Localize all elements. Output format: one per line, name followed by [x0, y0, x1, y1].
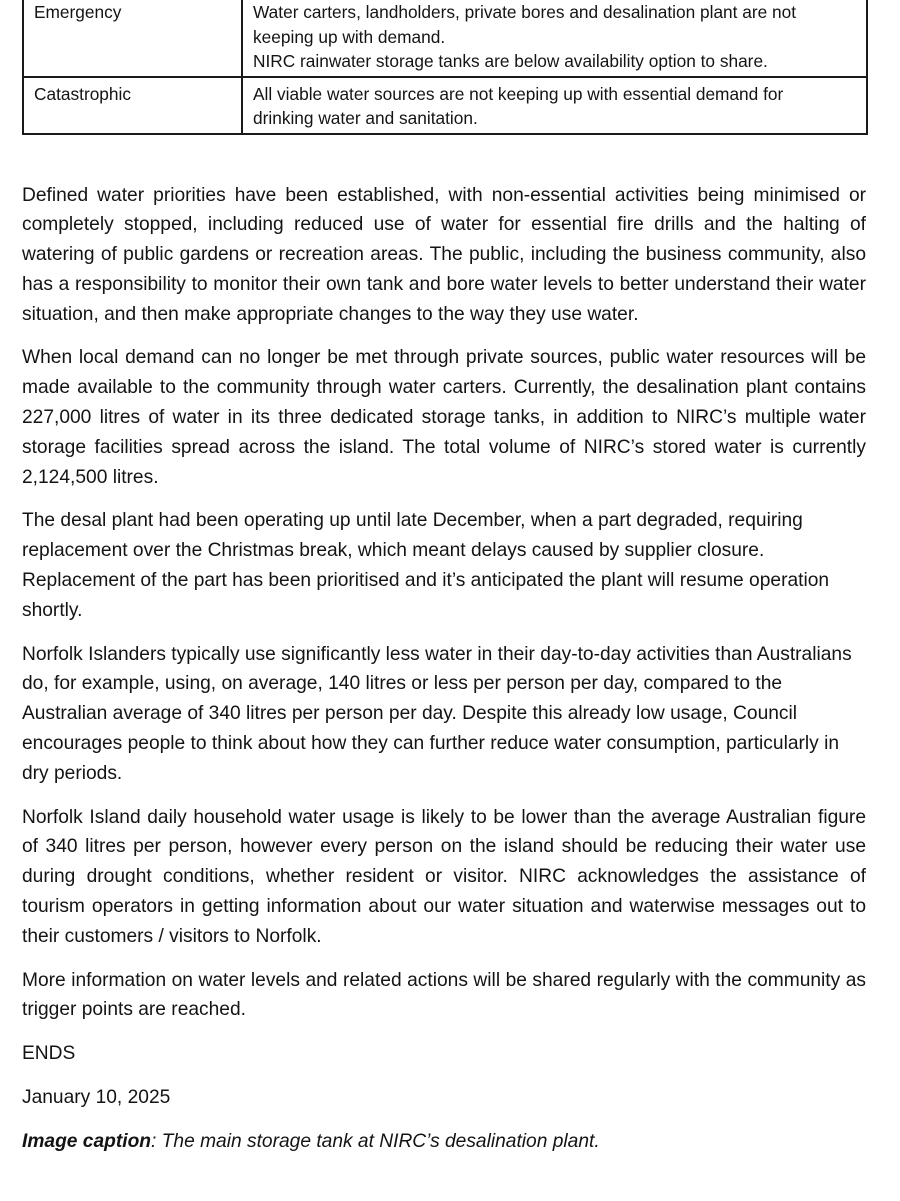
paragraph-more-information: More information on water levels and related actions will be shared regularly with the community as trigger points are reached.	[22, 969, 866, 1021]
release-date: January 10, 2025	[22, 1087, 171, 1109]
alert-description-cell	[242, 77, 867, 134]
paragraph-desal-plant-status: The desal plant had been operating up until late December, when a part degraded, requiring replacement over the Christmas break, which meant delays caused by supplier closure. Replacement of the part has been prioritised and it’s anticipated the plant will resume operation shortly.	[22, 510, 830, 621]
alert-description-line: drinking water and sanitation.	[253, 108, 478, 128]
alert-level-cell	[23, 77, 242, 134]
image-caption	[22, 1127, 866, 1157]
table-row	[23, 0, 867, 77]
table-row	[23, 77, 867, 134]
image-caption-text: : The main storage tank at NIRC’s desalination plant.	[151, 1130, 600, 1152]
ends-marker: ENDS	[22, 1043, 76, 1065]
alert-level-cell	[23, 0, 242, 77]
article-body	[22, 181, 866, 1157]
alert-description-line: NIRC rainwater storage tanks are below availability option to share.	[253, 51, 768, 71]
alert-level-label: Catastrophic	[34, 83, 132, 104]
press-release-page	[22, 0, 866, 1157]
image-caption-label: Image caption	[22, 1130, 152, 1152]
alert-description-line: keeping up with demand.	[253, 26, 446, 47]
paragraph-household-usage: Norfolk Island daily household water usage is likely to be lower than the average Australian figure of 340 litres per person, however every person on the island should be reducing their water use during drought conditions, whether resident or visitor. NIRC acknowledges the assistance of tourism operators in getting information about our water situation and waterwise messages out to their customers / visitors to Norfolk.	[22, 806, 866, 947]
alert-description-cell	[242, 0, 867, 77]
alert-description-line: Water carters, landholders, private bores and desalination plant are not	[253, 2, 797, 22]
alert-description-line: All viable water sources are not keeping up with essential demand for	[253, 83, 784, 104]
paragraph-water-usage-comparison: Norfolk Islanders typically use significantly less water in their day-to-day activities than Australians do, for example, using, on average, 140 litres or less per person per day, compared to the Australian average of 340 litres per person per day. Despite this already low usage, Council encourages people to think about how they can further reduce water consumption, particularly in dry periods.	[22, 643, 852, 784]
water-alert-levels-table	[22, 0, 868, 135]
alert-level-label: Emergency	[34, 2, 122, 22]
paragraph-public-water-resources: When local demand can no longer be met through private sources, public water resources will be made available to the community through water carters. Currently, the desalination plant contains 227,000 litres of water in its three dedicated storage tanks, in addition to NIRC’s multiple water storage facilities spread across the island. The total volume of NIRC’s stored water is currently 2,124,500 litres.	[22, 347, 866, 488]
paragraph-water-priorities: Defined water priorities have been established, with non-essential activities being minimised or completely stopped, including reduced use of water for essential fire drills and the halting of watering of public gardens or recreation areas. The public, including the business community, also has a responsibility to monitor their own tank and bore water levels to better understand their water situation, and then make appropriate changes to the way they use water.	[22, 184, 866, 325]
